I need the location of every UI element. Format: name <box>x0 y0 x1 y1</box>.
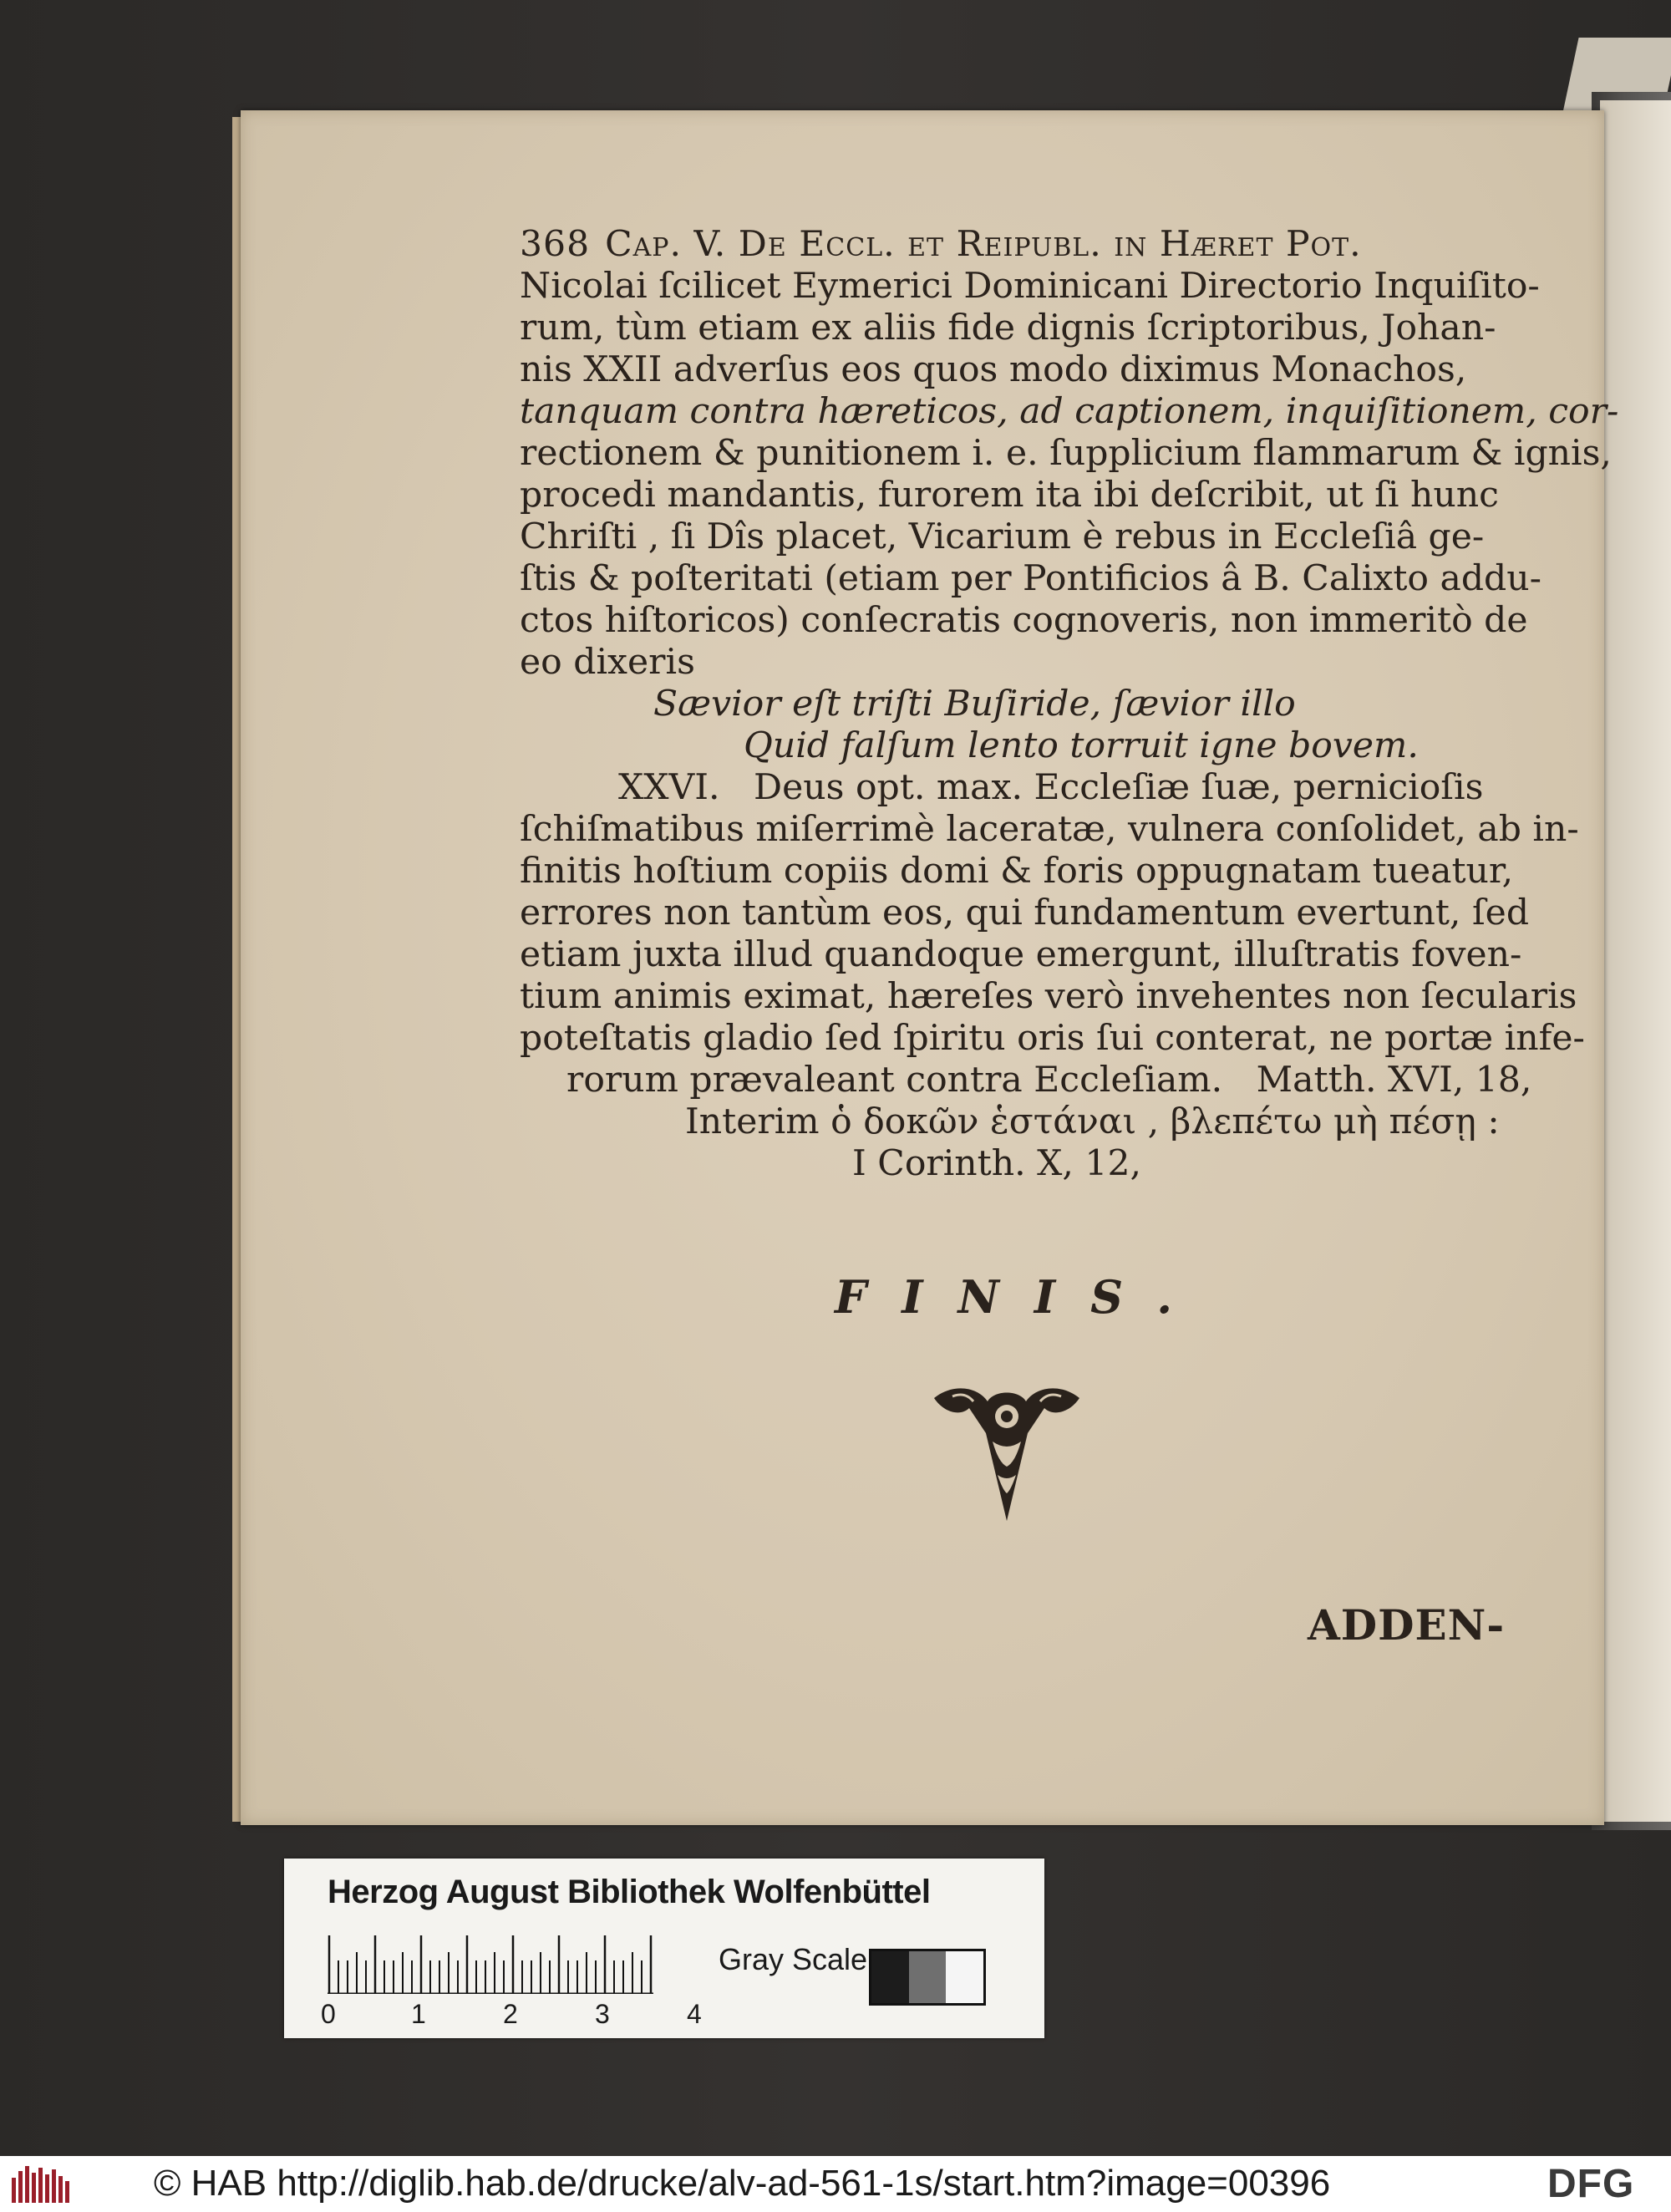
line-text: poteſtatis gladio ſed ſpiritu oris ſui conterat, ne portæ infe- <box>520 1018 1585 1059</box>
facing-page-edge <box>1600 100 1671 1822</box>
text-line <box>520 349 1522 391</box>
text-line <box>520 558 1541 600</box>
text-line <box>520 475 1522 516</box>
line-text: Nicolai ſcilicet Eymerici Dominicani Directorio Inquiſito- <box>520 266 1540 307</box>
text-line <box>520 851 1522 892</box>
scripture-reference <box>520 1143 1522 1185</box>
text-line <box>520 308 1522 349</box>
page-text <box>520 224 1619 1185</box>
ruler-numbers <box>321 1999 702 2032</box>
line-text: etiam juxta illud quandoque emergunt, illuſtratis foven- <box>520 934 1522 975</box>
verse-text: Quid falſum lento torruit igne bovem. <box>744 725 1419 766</box>
text-line <box>520 433 1612 475</box>
text-line <box>520 266 1540 308</box>
text-line <box>520 934 1522 976</box>
gray-swatch-dark <box>871 1951 909 2003</box>
finis-heading: FINIS. <box>834 1270 1208 1324</box>
text-line <box>520 1018 1585 1060</box>
page-number: 368 <box>520 224 591 265</box>
library-scale-card <box>284 1859 1044 2038</box>
line-text: finitis hoſtium copiis domi & foris oppugnatam tueatur, <box>520 851 1514 892</box>
line-text: rum, tùm etiam ex aliis fide dignis ſcriptoribus, Johan- <box>520 308 1496 348</box>
text-line <box>520 1060 1532 1101</box>
line-text: rectionem & punitionem i. e. ſupplicium flammarum & ignis, <box>520 433 1612 474</box>
line-text: ctos hiſtoricos) conſecratis cognoveris, non immeritò de <box>520 600 1528 641</box>
interim-line <box>520 1101 1522 1143</box>
line-text: eo dixeris <box>520 642 695 683</box>
text-line <box>520 516 1522 558</box>
line-text: errores non tantùm eos, qui fundamentum evertunt, ſed <box>520 892 1530 933</box>
footer-credit: © HAB http://diglib.hab.de/drucke/alv-ad-561-1s/start.htm?image=00396 <box>154 2163 1331 2204</box>
text-line <box>520 892 1530 934</box>
text-line <box>520 976 1577 1018</box>
ruler-number: 0 <box>321 1999 336 2029</box>
verse-text: Sævior eſt triſti Buſiride, ſævior illo <box>653 684 1296 725</box>
institution-name: Herzog August Bibliothek Wolfenbüttel <box>328 1874 931 1910</box>
line-text: tium animis eximat, hæreſes verò invehentes non ſecularis <box>520 976 1577 1017</box>
ruler-scale <box>328 1935 653 1994</box>
fleuron-icon <box>927 1383 1086 1525</box>
running-title: Cap. V. De Eccl. et Reipubl. in Hæret Pot. <box>605 224 1362 265</box>
line-text: rorum prævaleant contra Eccleſiam. Matth. XVI, 18, <box>566 1060 1532 1101</box>
line-text: tanquam contra hæreticos, ad captionem, inquiſitionem, cor- <box>520 391 1619 432</box>
gray-swatch-light <box>946 1951 983 2003</box>
line-text: XXVI. Deus opt. max. Eccleſiæ ſuæ, pernicioſis <box>618 767 1484 808</box>
text-line <box>520 600 1528 642</box>
text-line <box>520 642 1522 684</box>
ruler-number: 2 <box>503 1999 518 2029</box>
gray-scale-label: Gray Scale <box>719 1942 868 1976</box>
catchword: ADDEN- <box>1308 1600 1506 1650</box>
text-line <box>520 809 1579 851</box>
printers-ornament <box>927 1383 1086 1528</box>
reference-text: I Corinth. X, 12, <box>852 1143 1142 1184</box>
line-text: Chriſti , ſi Dîs placet, Vicarium è rebus in Eccleſiâ ge- <box>520 516 1485 557</box>
footer-bar <box>0 2156 1671 2212</box>
line-text: nis XXII adverſus eos quos modo diximus Monachos, <box>520 349 1467 390</box>
text-line <box>520 391 1619 433</box>
line-text: procedi mandantis, furorem ita ibi deſcribit, ut ſi hunc <box>520 475 1499 516</box>
line-text: ſchiſmatibus miſerrimè laceratæ, vulnera conſolidet, ab in- <box>520 809 1579 850</box>
dfg-logo: DFG <box>1547 2162 1635 2206</box>
verse-line <box>520 684 1522 725</box>
hab-logo-icon <box>12 2166 70 2203</box>
running-header <box>520 224 1522 266</box>
interim-text: Interim ὁ δοκῶν ἑστάναι , βλεπέτω μὴ πέσῃ : <box>685 1101 1500 1142</box>
gray-scale-swatches <box>869 1949 986 2006</box>
verse-line <box>520 725 1522 767</box>
ruler-number: 3 <box>595 1999 610 2029</box>
gray-swatch-mid <box>909 1951 947 2003</box>
ruler-number: 1 <box>411 1999 426 2029</box>
section-heading-line <box>520 767 1522 809</box>
ruler-number: 4 <box>687 1999 702 2029</box>
line-text: ſtis & poſteritati (etiam per Pontificios â B. Calixto addu- <box>520 558 1541 599</box>
